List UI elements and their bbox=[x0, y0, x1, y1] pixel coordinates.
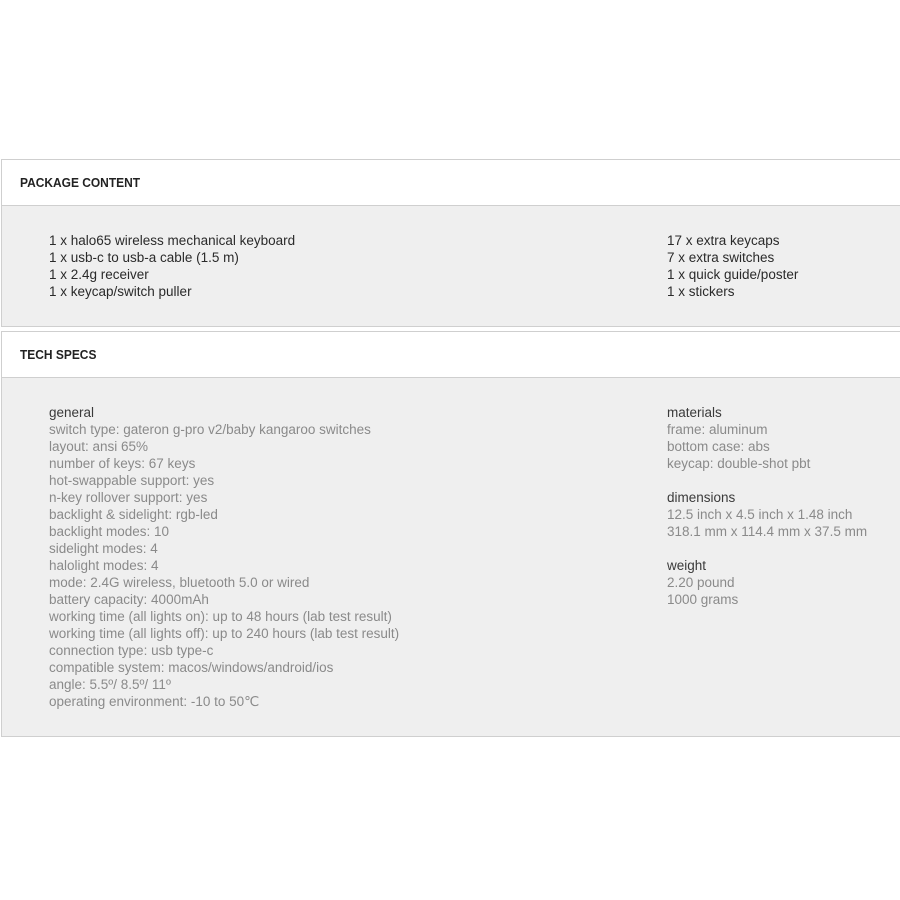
spec-item: 2.20 pound bbox=[667, 575, 735, 590]
spec-item: n-key rollover support: yes bbox=[49, 490, 208, 505]
package-item: 1 x 2.4g receiver bbox=[49, 267, 149, 282]
tech-specs-header[interactable] bbox=[2, 332, 900, 378]
spec-item: working time (all lights off): up to 240 hours (lab test result) bbox=[49, 626, 400, 641]
spec-item: angle: 5.5º/ 8.5º/ 11º bbox=[49, 677, 171, 692]
spec-item: mode: 2.4G wireless, bluetooth 5.0 or wired bbox=[49, 575, 310, 590]
spec-item: sidelight modes: 4 bbox=[49, 541, 158, 556]
spec-item: 318.1 mm x 114.4 mm x 37.5 mm bbox=[667, 524, 868, 539]
package-list-left bbox=[49, 232, 295, 300]
spec-item: 1000 grams bbox=[667, 592, 739, 607]
package-content-body bbox=[2, 206, 900, 326]
spec-item: connection type: usb type-c bbox=[49, 643, 214, 658]
spec-item: 12.5 inch x 4.5 inch x 1.48 inch bbox=[667, 507, 853, 522]
specs-right-column bbox=[667, 404, 867, 608]
specs-general-column bbox=[49, 404, 399, 710]
package-item: 1 x stickers bbox=[667, 284, 735, 299]
package-item: 1 x keycap/switch puller bbox=[49, 284, 192, 299]
spec-item: switch type: gateron g-pro v2/baby kangaroo switches bbox=[49, 422, 371, 437]
spec-item: operating environment: -10 to 50℃ bbox=[49, 694, 260, 709]
spec-item: working time (all lights on): up to 48 hours (lab test result) bbox=[49, 609, 392, 624]
spec-item: hot-swappable support: yes bbox=[49, 473, 215, 488]
spec-item: number of keys: 67 keys bbox=[49, 456, 196, 471]
package-list-right bbox=[667, 232, 798, 300]
package-content-panel bbox=[1, 159, 900, 327]
package-content-title: PACKAGE CONTENT bbox=[20, 175, 141, 190]
spec-item: bottom case: abs bbox=[667, 439, 770, 454]
spec-item: compatible system: macos/windows/android/ios bbox=[49, 660, 334, 675]
package-item: 17 x extra keycaps bbox=[667, 233, 780, 248]
specs-weight-heading: weight bbox=[667, 558, 707, 573]
spec-item: battery capacity: 4000mAh bbox=[49, 592, 209, 607]
spec-item: halolight modes: 4 bbox=[49, 558, 159, 573]
spec-item: keycap: double-shot pbt bbox=[667, 456, 811, 471]
package-item: 1 x halo65 wireless mechanical keyboard bbox=[49, 233, 296, 248]
spacer bbox=[667, 540, 867, 557]
spec-item: frame: aluminum bbox=[667, 422, 768, 437]
package-item: 7 x extra switches bbox=[667, 250, 775, 265]
tech-specs-body bbox=[2, 378, 900, 736]
spec-item: backlight & sidelight: rgb-led bbox=[49, 507, 218, 522]
tech-specs-panel bbox=[1, 331, 900, 737]
specs-dimensions-heading: dimensions bbox=[667, 490, 736, 505]
spec-item: layout: ansi 65% bbox=[49, 439, 149, 454]
spacer bbox=[667, 472, 867, 489]
package-item: 1 x usb-c to usb-a cable (1.5 m) bbox=[49, 250, 239, 265]
tech-specs-title: TECH SPECS bbox=[20, 347, 97, 362]
specs-general-heading: general bbox=[49, 405, 95, 420]
spec-item: backlight modes: 10 bbox=[49, 524, 170, 539]
specs-materials-heading: materials bbox=[667, 405, 722, 420]
package-content-header[interactable] bbox=[2, 160, 900, 206]
package-item: 1 x quick guide/poster bbox=[667, 267, 799, 282]
